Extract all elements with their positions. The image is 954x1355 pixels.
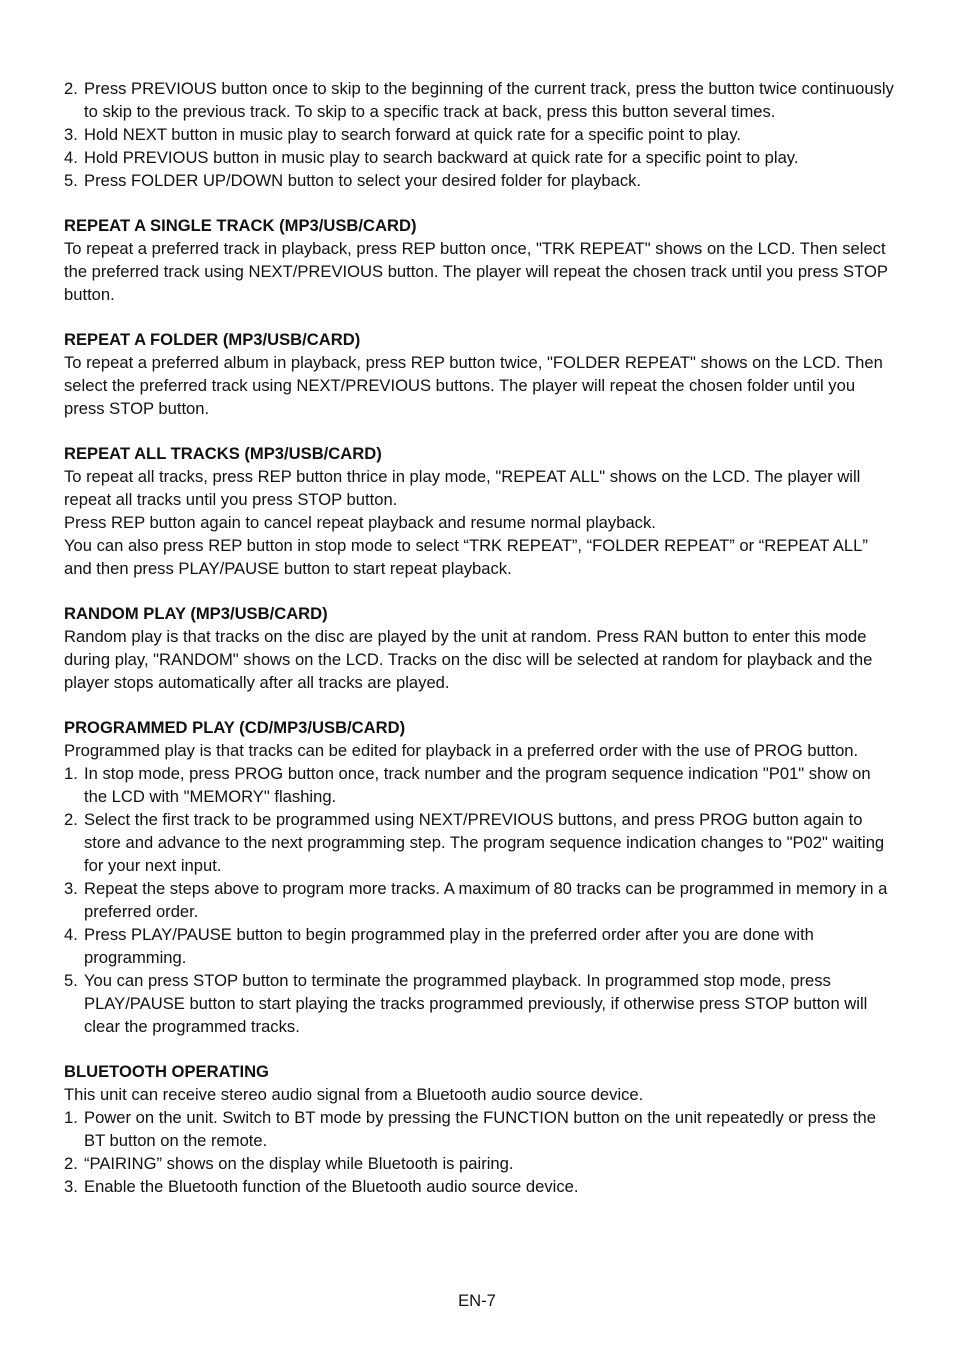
document-body bbox=[64, 77, 894, 1198]
list-item-number: 4. bbox=[64, 925, 78, 944]
list-item-text: In stop mode, press PROG button once, track number and the program sequence indication "P01" show on the LCD with "MEMORY" flashing. bbox=[84, 764, 871, 806]
list-item-text: Press FOLDER UP/DOWN button to select your desired folder for playback. bbox=[84, 171, 642, 190]
section-heading: PROGRAMMED PLAY (CD/MP3/USB/CARD) bbox=[64, 718, 406, 737]
list-item-text: Press PREVIOUS button once to skip to the beginning of the current track, press the button twice continuously to skip to the previous track. To skip to a specific track at back, press this button several times. bbox=[84, 79, 894, 121]
paragraph: Programmed play is that tracks can be edited for playback in a preferred order with the use of PROG button. bbox=[64, 741, 859, 760]
list-item bbox=[64, 123, 894, 146]
list-item bbox=[64, 969, 894, 1038]
list-item bbox=[64, 923, 894, 969]
list-item-text: Repeat the steps above to program more tracks. A maximum of 80 tracks can be programmed in memory in a preferred order. bbox=[84, 879, 888, 921]
list-item-text: Press PLAY/PAUSE button to begin programmed play in the preferred order after you are done with programming. bbox=[84, 925, 814, 967]
list-item-number: 2. bbox=[64, 810, 78, 829]
section-heading: REPEAT A SINGLE TRACK (MP3/USB/CARD) bbox=[64, 216, 417, 235]
section-heading: BLUETOOTH OPERATING bbox=[64, 1062, 269, 1081]
paragraph: This unit can receive stereo audio signal from a Bluetooth audio source device. bbox=[64, 1085, 644, 1104]
section-bluetooth-operating bbox=[64, 1060, 894, 1198]
list-item bbox=[64, 77, 894, 123]
list-item bbox=[64, 1106, 894, 1152]
paragraph: To repeat a preferred album in playback, press REP button twice, "FOLDER REPEAT" shows on the LCD. Then select the preferred track using NEXT/PREVIOUS buttons. The player will repeat the chosen folder until you press STOP button. bbox=[64, 353, 883, 418]
list-item bbox=[64, 877, 894, 923]
list-item-text: Power on the unit. Switch to BT mode by pressing the FUNCTION button on the unit repeatedly or press the BT button on the remote. bbox=[84, 1108, 876, 1150]
list-item bbox=[64, 146, 894, 169]
paragraph: You can also press REP button in stop mode to select “TRK REPEAT”, “FOLDER REPEAT” or “REPEAT ALL” and then press PLAY/PAUSE button to start repeat playback. bbox=[64, 536, 868, 578]
intro-list bbox=[64, 77, 894, 192]
list-item-text: Select the first track to be programmed using NEXT/PREVIOUS buttons, and press PROG button again to store and advance to the next programming step. The program sequence indication changes to "P02" waiting for your next input. bbox=[84, 810, 885, 875]
bluetooth-steps-list bbox=[64, 1106, 894, 1198]
list-item-text: Hold PREVIOUS button in music play to search backward at quick rate for a specific point to play. bbox=[84, 148, 799, 167]
list-item-number: 1. bbox=[64, 764, 78, 783]
list-item bbox=[64, 169, 894, 192]
list-item-number: 5. bbox=[64, 171, 78, 190]
list-item bbox=[64, 808, 894, 877]
section-repeat-folder bbox=[64, 328, 894, 420]
list-item-number: 3. bbox=[64, 879, 78, 898]
section-random-play bbox=[64, 602, 894, 694]
list-item-number: 3. bbox=[64, 125, 78, 144]
list-item-text: Hold NEXT button in music play to search forward at quick rate for a specific point to play. bbox=[84, 125, 741, 144]
list-item-number: 1. bbox=[64, 1108, 78, 1127]
list-item-text: Enable the Bluetooth function of the Bluetooth audio source device. bbox=[84, 1177, 579, 1196]
section-programmed-play bbox=[64, 716, 894, 1038]
section-heading: REPEAT A FOLDER (MP3/USB/CARD) bbox=[64, 330, 361, 349]
list-item-number: 3. bbox=[64, 1177, 78, 1196]
list-item bbox=[64, 762, 894, 808]
list-item-text: You can press STOP button to terminate the programmed playback. In programmed stop mode, press PLAY/PAUSE button to start playing the tracks programmed previously, if otherwise press STOP button will clear the programmed tracks. bbox=[84, 971, 868, 1036]
list-item bbox=[64, 1152, 894, 1175]
list-item-number: 4. bbox=[64, 148, 78, 167]
list-item-number: 2. bbox=[64, 1154, 78, 1173]
section-heading: RANDOM PLAY (MP3/USB/CARD) bbox=[64, 604, 328, 623]
paragraph: To repeat a preferred track in playback, press REP button once, "TRK REPEAT" shows on the LCD. Then select the preferred track using NEXT/PREVIOUS button. The player will repeat the chosen track until you press STOP button. bbox=[64, 239, 888, 304]
section-heading: REPEAT ALL TRACKS (MP3/USB/CARD) bbox=[64, 444, 382, 463]
list-item-number: 2. bbox=[64, 79, 78, 98]
list-item bbox=[64, 1175, 894, 1198]
paragraph: Random play is that tracks on the disc are played by the unit at random. Press RAN button to enter this mode during play, "RANDOM" shows on the LCD. Tracks on the disc will be selected at random for playback and the player stops automatically after all tracks are played. bbox=[64, 627, 873, 692]
section-repeat-all-tracks bbox=[64, 442, 894, 580]
page-number: EN-7 bbox=[458, 1291, 496, 1310]
programmed-steps-list bbox=[64, 762, 894, 1038]
paragraph: Press REP button again to cancel repeat playback and resume normal playback. bbox=[64, 513, 656, 532]
paragraph: To repeat all tracks, press REP button thrice in play mode, "REPEAT ALL" shows on the LCD. The player will repeat all tracks until you press STOP button. bbox=[64, 467, 861, 509]
section-repeat-single-track bbox=[64, 214, 894, 306]
list-item-text: “PAIRING” shows on the display while Bluetooth is pairing. bbox=[84, 1154, 514, 1173]
list-item-number: 5. bbox=[64, 971, 78, 990]
